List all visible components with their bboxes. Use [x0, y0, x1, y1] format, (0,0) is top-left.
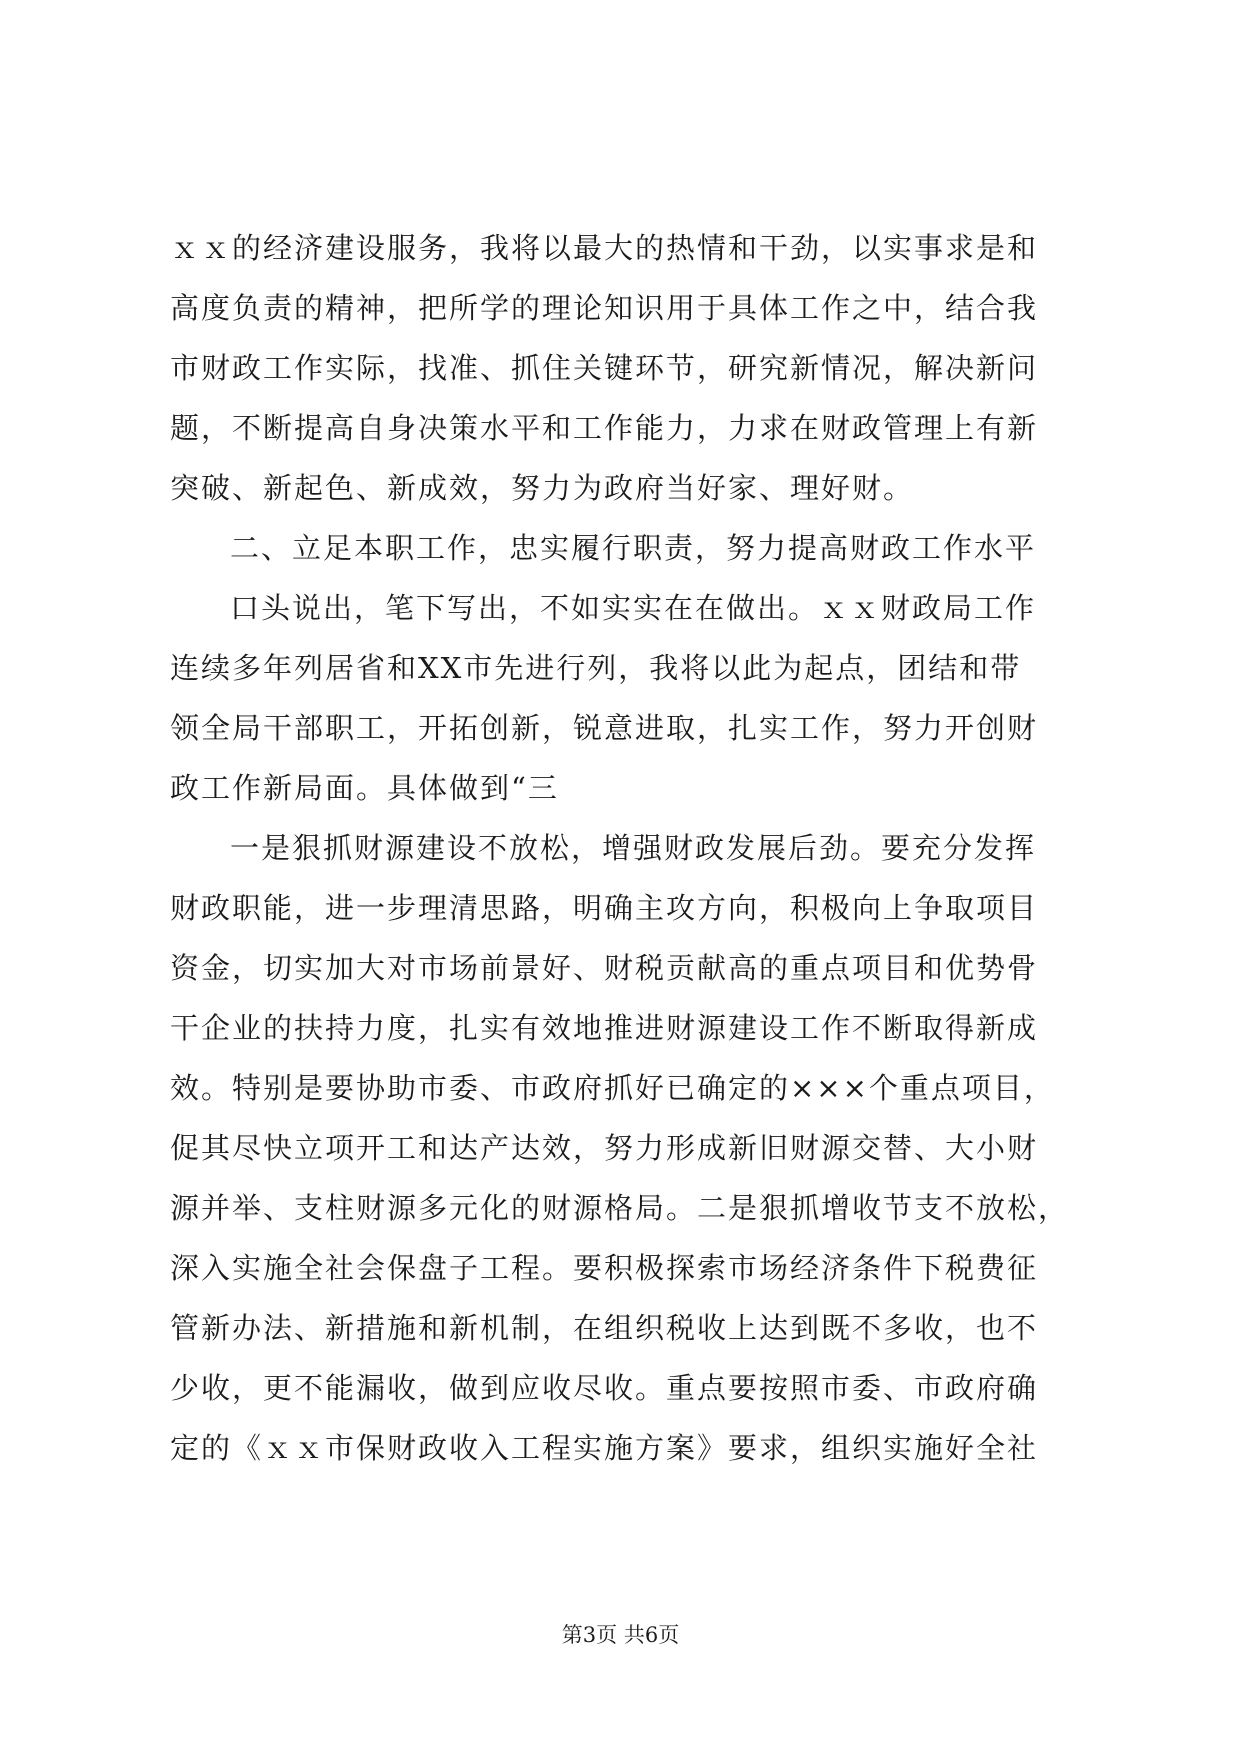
text-line: 资金，切实加大对市场前景好、财税贡献高的重点项目和优势骨: [170, 951, 1039, 985]
text-line: 市财政工作实际，找准、抓住关键环节，研究新情况，解决新问: [170, 351, 1039, 385]
text-line: 领全局干部职工，开拓创新，锐意进取，扎实工作，努力开创财: [170, 711, 1039, 745]
text-line: 管新办法、新措施和新机制，在组织税收上达到既不多收，也不: [170, 1311, 1039, 1345]
text-line: 效。特别是要协助市委、市政府抓好已确定的×××个重点项目，: [170, 1071, 1055, 1105]
text-line: 少收，更不能漏收，做到应收尽收。重点要按照市委、市政府确: [170, 1371, 1039, 1405]
text-line: 高度负责的精神，把所学的理论知识用于具体工作之中，结合我: [170, 291, 1039, 325]
text-line: 促其尽快立项开工和达产达效，努力形成新旧财源交替、大小财: [170, 1131, 1039, 1165]
text-line: ｘｘ的经济建设服务，我将以最大的热情和干劲，以实事求是和: [170, 231, 1039, 265]
text-line: 连续多年列居省和XX市先进行列，我将以此为起点，团结和带: [170, 651, 1022, 685]
text-line: 定的《ｘｘ市保财政收入工程实施方案》要求，组织实施好全社: [170, 1431, 1039, 1465]
text-line: 政工作新局面。具体做到“三: [170, 771, 559, 805]
text-line: 题，不断提高自身决策水平和工作能力，力求在财政管理上有新: [170, 411, 1039, 445]
text-line: 源并举、支柱财源多元化的财源格局。二是狠抓增收节支不放松，: [170, 1191, 1070, 1225]
section-heading: 二、立足本职工作，忠实履行职责，努力提高财政工作水平: [230, 531, 1037, 565]
text-line: 一是狠抓财源建设不放松，增强财政发展后劲。要充分发挥: [230, 831, 1037, 865]
text-line: 口头说出，笔下写出，不如实实在在做出。ｘｘ财政局工作: [230, 591, 1037, 625]
page-number-footer: 第3页 共6页: [561, 1623, 680, 1647]
text-line: 干企业的扶持力度，扎实有效地推进财源建设工作不断取得新成: [170, 1011, 1039, 1045]
text-line: 深入实施全社会保盘子工程。要积极探索市场经济条件下税费征: [170, 1251, 1039, 1285]
text-line: 突破、新起色、新成效，努力为政府当好家、理好财。: [170, 471, 915, 505]
text-line: 财政职能，进一步理清思路，明确主攻方向，积极向上争取项目: [170, 891, 1039, 925]
